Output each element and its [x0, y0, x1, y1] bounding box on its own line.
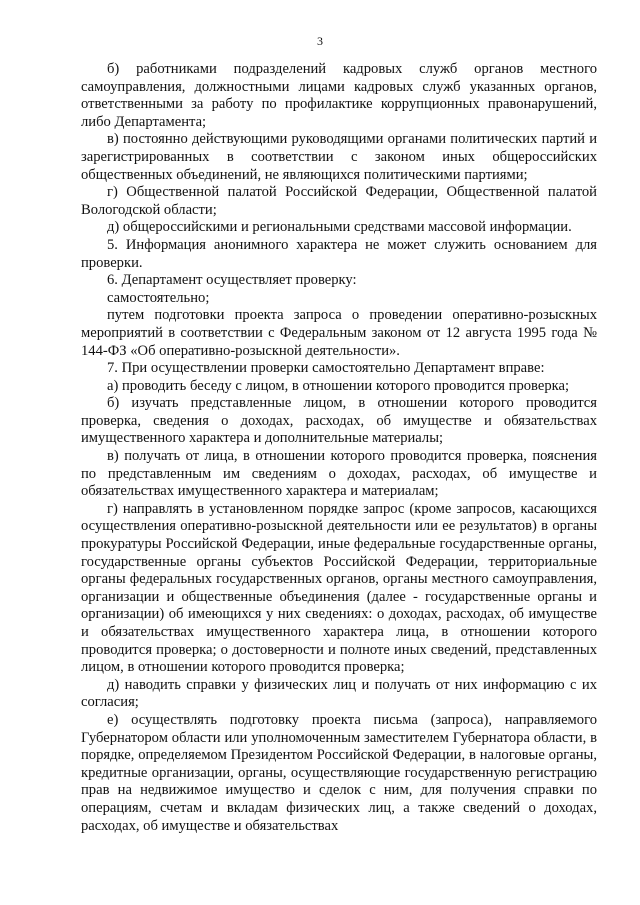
paragraph-7b-study-information: б) изучать представленные лицом, в отношении которого проводится проверка, сведения о доходах, расходах, об имуществе и обязательствах имущественного характера и дополнительные материалы; [81, 395, 597, 447]
paragraph-7d-inquiries: д) наводить справки у физических лиц и получать от них информацию с их согласия; [81, 676, 597, 711]
paragraph-7-department-rights: 7. При осуществлении проверки самостоятельно Департамент вправе: [107, 360, 545, 377]
page-number: 3 [317, 34, 323, 48]
paragraph-6-operational-request: путем подготовки проекта запроса о проведении оперативно-розыскных мероприятий в соответствии с Федеральным законом от 12 августа 1995 года № 144-ФЗ «Об оперативно-розыскной деятельности». [81, 307, 597, 359]
paragraph-7a-conversation: а) проводить беседу с лицом, в отношении которого проводится проверка; [107, 377, 570, 394]
document-body [81, 61, 597, 835]
paragraph-1d-mass-media: д) общероссийскими и региональными средствами массовой информации. [107, 219, 572, 236]
paragraph-1g-public-chambers: г) Общественной палатой Российской Федерации, Общественной палатой Вологодской области; [81, 184, 597, 218]
paragraph-7v-explanations: в) получать от лица, в отношении которого проводится проверка, пояснения по представленным им сведениям о доходах, расходах, об имуществе и обязательствах имущественного характера и материалам; [81, 448, 597, 500]
paragraph-1b-personnel-services: б) работниками подразделений кадровых служб органов местного самоуправления, должностными лицами кадровых служб указанных органов, ответственными за работу по профилактике коррупционных правонарушений, либо Департамента; [81, 61, 597, 130]
paragraph-7g-send-requests: г) направлять в установленном порядке запрос (кроме запросов, касающихся осуществления оперативно-розыскной деятельности или ее результатов) в органы прокуратуры Российской Федерации, иные федеральные государственные органы, государственные органы субъектов Российской Федерации, территориальные органы федеральных государственных органов, органы местного самоуправления, организации и общественные объединения (далее - государственные органы и организации) об имеющихся у них сведениях: о доходах, расходах, об имуществе и обязательствах имущественного характера лица, в отношении которого проводится проверка; о достоверности и полноте иных сведений, представленных лицом, в отношении которого проводится проверка; [81, 500, 597, 676]
paragraph-5-anonymous-info: 5. Информация анонимного характера не может служить основанием для проверки. [81, 236, 597, 271]
paragraph-6-department-checks: 6. Департамент осуществляет проверку: [107, 272, 357, 289]
paragraph-1v-political-parties: в) постоянно действующими руководящими органами политических партий и зарегистрированных в соответствии с законом иных общероссийских общественных объединений, не являющихся политическими партиями; [81, 131, 597, 183]
paragraph-7e-letter-preparation: е) осуществлять подготовку проекта письма (запроса), направляемого Губернатором области или уполномоченным заместителем Губернатора области, в порядке, определяемом Президентом Российской Федерации, в налоговые органы, кредитные организации, органы, осуществляющие государственную регистрацию прав на недвижимое имущество и сделок с ним, для получения справки по операциям, счетам и вкладам физических лиц, а также сведений о доходах, расходах, об имуществе и обязательствах [81, 711, 597, 834]
paragraph-6-independently: самостоятельно; [107, 289, 210, 306]
